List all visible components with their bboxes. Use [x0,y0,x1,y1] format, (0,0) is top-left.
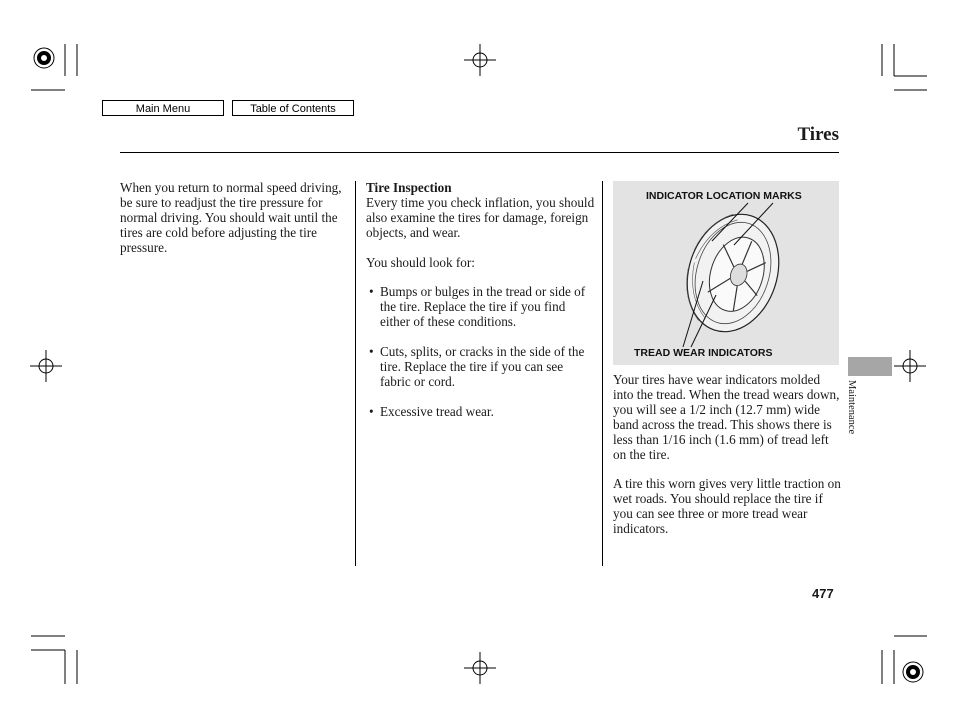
column-divider [602,181,603,566]
list-item-text: Bumps or bulges in the tread or side of the tire. Replace the tire if you find either of these conditions. [380,284,586,330]
page-number: 477 [812,586,834,601]
tire-inspection-heading: Tire Inspection [366,180,452,195]
cold-tire-paragraph: When you return to normal speed driving, be sure to readjust the tire pressure for normal driving. You should wait until the tires are cold before adjusting the tire pressure. [120,180,342,255]
tire-wheel-icon [613,181,839,365]
tread-wear-indicators-label: TREAD WEAR INDICATORS [634,347,773,359]
column-2 [366,181,596,434]
inspection-intro: Every time you check inflation, you should also examine the tires for damage, foreign objects, and wear. [366,194,595,240]
table-of-contents-button[interactable]: Table of Contents [232,100,354,116]
list-item-text: Excessive tread wear. [380,403,494,419]
list-item-text: Cuts, splits, or cracks in the side of the tire. Replace the tire if you can see fabric or cord. [380,343,585,389]
indicator-location-label: INDICATOR LOCATION MARKS [646,190,802,202]
wear-indicator-paragraph: Your tires have wear indicators molded into the tread. When the tread wears down, you will see a 1/2 inch (12.7 mm) wide band across the tread. This shows there is less than 1/16 inch (1.6 mm) of tread left on the tire. [613,372,840,462]
column-3 [613,373,841,552]
column-1 [120,181,342,270]
page-title: Tires [797,124,839,145]
main-menu-button[interactable]: Main Menu [102,100,224,116]
look-for-text: You should look for: [366,254,475,270]
title-rule [120,152,839,153]
list-item [366,285,596,330]
replace-tire-paragraph: A tire this worn gives very little traction on wet roads. You should replace the tire if you can see three or more tread wear indicators. [613,476,841,537]
list-item [366,345,596,390]
column-divider [355,181,356,566]
section-label: Maintenance [846,380,857,435]
bullet-icon: • [369,403,374,419]
bullet-icon: • [369,343,374,359]
tire-figure [613,181,839,365]
section-tab [848,357,892,376]
bullet-icon: • [369,284,374,300]
list-item [366,405,596,420]
